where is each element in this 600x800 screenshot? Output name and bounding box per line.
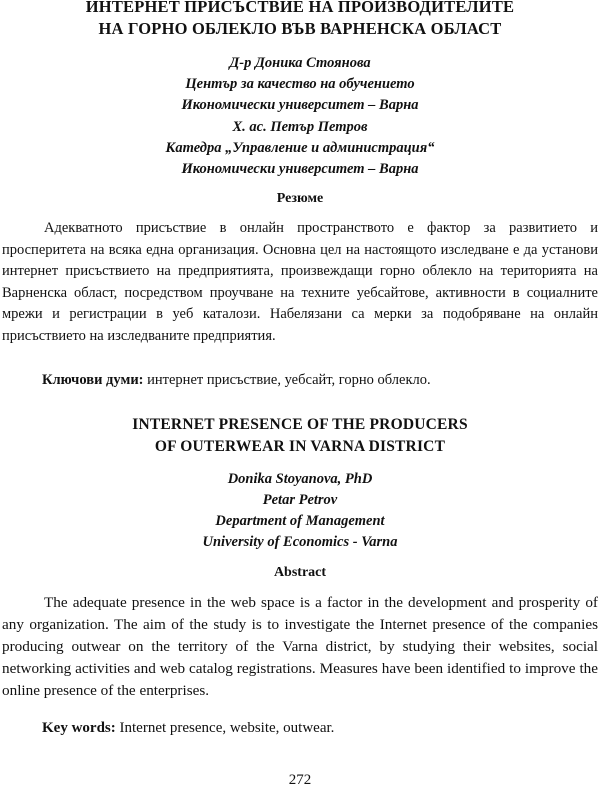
en-keywords-text: Internet presence, website, outwear. <box>115 720 335 736</box>
bg-title-line-1: ИНТЕРНЕТ ПРИСЪСТВИЕ НА ПРОИЗВОДИТЕЛИТЕ <box>85 0 515 16</box>
en-title-line-2: OF OUTERWEAR IN VARNA DISTRICT <box>154 438 446 455</box>
en-university: University of Economics - Varna <box>202 534 398 550</box>
bg-affiliation-3: Катедра „Управление и администрация“ <box>165 140 435 156</box>
bg-affiliation-4: Икономически университет – Варна <box>181 161 419 177</box>
en-author-1: Donika Stoyanova, PhD <box>227 471 373 487</box>
en-department: Department of Management <box>215 513 385 529</box>
en-author-2: Petar Petrov <box>262 492 338 508</box>
bg-title-line-2: НА ГОРНО ОБЛЕКЛО ВЪВ ВАРНЕНСКА ОБЛАСТ <box>98 19 502 38</box>
bg-affiliation-1: Център за качество на обучението <box>185 76 415 92</box>
en-abstract-heading: Abstract <box>273 565 327 580</box>
bg-affiliation-2: Икономически университет – Варна <box>181 97 419 113</box>
bg-abstract-heading: Резюме <box>276 191 324 206</box>
bg-keywords-label: Ключови думи: <box>42 372 144 388</box>
bg-keywords <box>42 372 431 389</box>
bg-keywords-text: интернет присъствие, уебсайт, горно облекло. <box>143 372 431 388</box>
en-keywords <box>42 720 334 737</box>
en-keywords-label: Key words: <box>42 720 116 736</box>
bg-abstract-text: Адекватното присъствие в онлайн пространството е фактор за развитието и просперитета на всяка една организация. Основна цел на настоящото изследване е да установи интернет присъствието на предприятията, произвеждащи горно облекло на територията на Варненска област, посредством проучване на техните уебсайтове, активности в социалните мрежи и регистрации в уеб каталози. Набелязани са мерки за подобряване на онлайн присъствието на изследваните предприятия. <box>2 220 598 344</box>
en-title-line-1: INTERNET PRESENCE OF THE PRODUCERS <box>132 416 468 433</box>
en-abstract-text: The adequate presence in the web space is a factor in the development and prosperity of any organization. The aim of the study is to investigate the Internet presence of the companies producing outwear on the territory of the Varna district, by studying their websites, social networking activities and web catalog registrations. Measures have been identified to improve the online presence of the enterprises. <box>2 594 598 699</box>
bg-author-2: Х. ас. Петър Петров <box>232 119 368 135</box>
bg-author-1: Д-р Доника Стоянова <box>229 55 371 71</box>
page-number: 272 <box>288 772 312 788</box>
